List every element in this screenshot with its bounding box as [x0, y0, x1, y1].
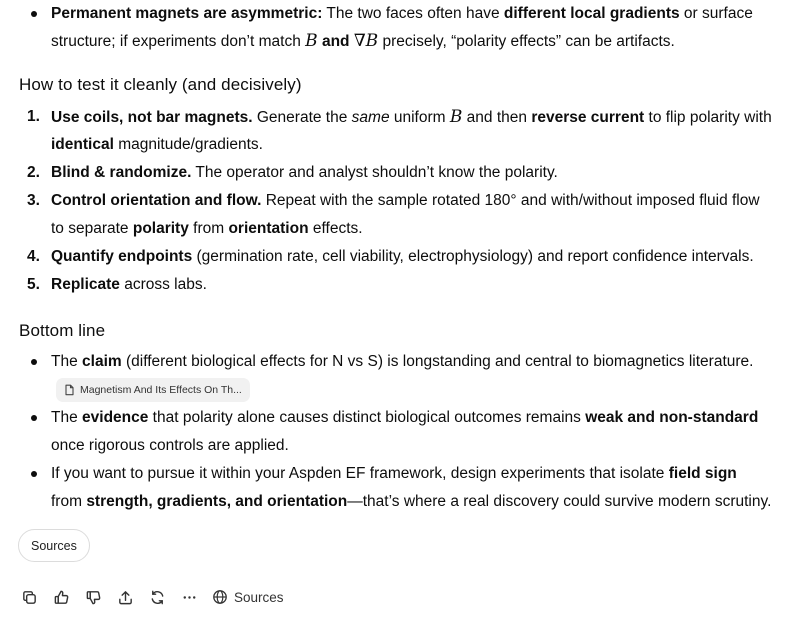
list-item-line: [51, 4, 753, 24]
bullet-dot: [31, 415, 37, 421]
text: precisely, “polarity effects” can be artifacts.: [378, 33, 675, 50]
list-item-line: [51, 436, 289, 456]
item-number: 3.: [27, 192, 40, 209]
item-number: 5.: [27, 276, 40, 293]
globe-icon: [212, 589, 228, 605]
bold-text: claim: [82, 353, 122, 370]
regenerate-button[interactable]: [146, 586, 168, 608]
math-b: B: [449, 107, 463, 127]
list-item-line: [51, 163, 558, 183]
copy-button[interactable]: [18, 586, 40, 608]
regenerate-icon: [149, 589, 166, 606]
thumbs-up-button[interactable]: [50, 586, 72, 608]
bold-text: reverse current: [531, 109, 645, 126]
list-item-line: [51, 31, 675, 52]
citation-label: Magnetism And Its Effects On Th...: [80, 384, 242, 396]
text: from: [51, 493, 87, 510]
text: that polarity alone causes distinct biological outcomes remains: [148, 409, 586, 426]
text: The two faces often have: [322, 5, 504, 22]
text: across labs.: [119, 276, 207, 293]
text: The operator and analyst shouldn’t know the polarity.: [191, 164, 558, 181]
italic-text: same: [351, 109, 390, 126]
list-item-line: [51, 247, 754, 267]
text: to separate: [51, 220, 133, 237]
list-item-line: [51, 191, 760, 211]
bold-text: Permanent magnets are asymmetric:: [51, 5, 323, 22]
list-item-line: [51, 352, 753, 372]
text: Generate the: [252, 109, 352, 126]
list-item-line: [51, 464, 737, 484]
list-item-line: [51, 275, 207, 295]
sources-toolbar-button[interactable]: [212, 589, 284, 605]
bullet-dot: [31, 359, 37, 365]
text: uniform: [389, 109, 450, 126]
text: The: [51, 409, 83, 426]
text: effects.: [308, 220, 363, 237]
sources-button[interactable]: [18, 529, 90, 562]
share-button[interactable]: [114, 586, 136, 608]
thumbs-down-icon: [85, 589, 102, 606]
text: and then: [462, 109, 532, 126]
math-grad-b: ∇B: [353, 31, 379, 51]
bold-text: evidence: [82, 409, 149, 426]
sources-toolbar-label: Sources: [234, 589, 284, 605]
text: The: [51, 353, 83, 370]
list-item-line: [51, 135, 263, 155]
bold-text: weak and non-standard: [585, 409, 759, 426]
sources-button-label: Sources: [31, 538, 77, 553]
more-icon: [181, 589, 198, 606]
bold-text: Use coils, not bar magnets.: [51, 109, 253, 126]
text: Repeat with the sample rotated 180° and with/without imposed fluid flow: [261, 192, 760, 209]
thumbs-up-icon: [53, 589, 70, 606]
more-options-button[interactable]: [178, 586, 200, 608]
item-number: 4.: [27, 248, 40, 265]
bullet-dot: [31, 471, 37, 477]
text: If you want to pursue it within your Aspden EF framework, design experiments that isolate: [51, 465, 669, 482]
list-item-line: [51, 408, 758, 428]
bold-text: polarity: [132, 220, 189, 237]
document-icon: [64, 384, 75, 396]
section-heading: Bottom line: [19, 321, 106, 340]
bold-text: and: [317, 33, 354, 50]
copy-icon: [21, 589, 38, 606]
item-number: 1.: [27, 108, 40, 125]
text: (different biological effects for N vs S) is longstanding and central to biomagnetics literature.: [121, 353, 754, 370]
thumbs-down-button[interactable]: [82, 586, 104, 608]
bold-text: Control orientation and flow.: [51, 192, 262, 209]
list-item-line: [51, 219, 363, 239]
bold-text: Blind & randomize.: [51, 164, 192, 181]
text: structure; if experiments don’t match: [51, 33, 306, 50]
bold-text: Replicate: [51, 276, 120, 293]
bold-text: identical: [51, 136, 114, 153]
list-item-line: [51, 107, 772, 128]
text: magnitude/gradients.: [113, 136, 263, 153]
bold-text: Quantify endpoints: [51, 248, 193, 265]
text: once rigorous controls are applied.: [51, 437, 289, 454]
message-action-toolbar: [18, 586, 284, 608]
list-item-line: [51, 492, 771, 512]
bold-text: strength, gradients, and orientation: [86, 493, 348, 510]
bold-text: field sign: [668, 465, 737, 482]
math-b: B: [305, 31, 318, 51]
bullet-dot: [31, 11, 37, 17]
citation-chip[interactable]: [56, 378, 250, 402]
item-number: 2.: [27, 164, 40, 181]
text: —that’s where a real discovery could survive modern scrutiny.: [347, 493, 772, 510]
share-icon: [117, 589, 134, 606]
text: (germination rate, cell viability, electrophysiology) and report confidence intervals.: [192, 248, 754, 265]
text: or surface: [679, 5, 753, 22]
section-heading: How to test it cleanly (and decisively): [19, 75, 302, 94]
text: to flip polarity with: [644, 109, 772, 126]
bold-text: different local gradients: [503, 5, 680, 22]
bold-text: orientation: [228, 220, 309, 237]
text: from: [188, 220, 229, 237]
